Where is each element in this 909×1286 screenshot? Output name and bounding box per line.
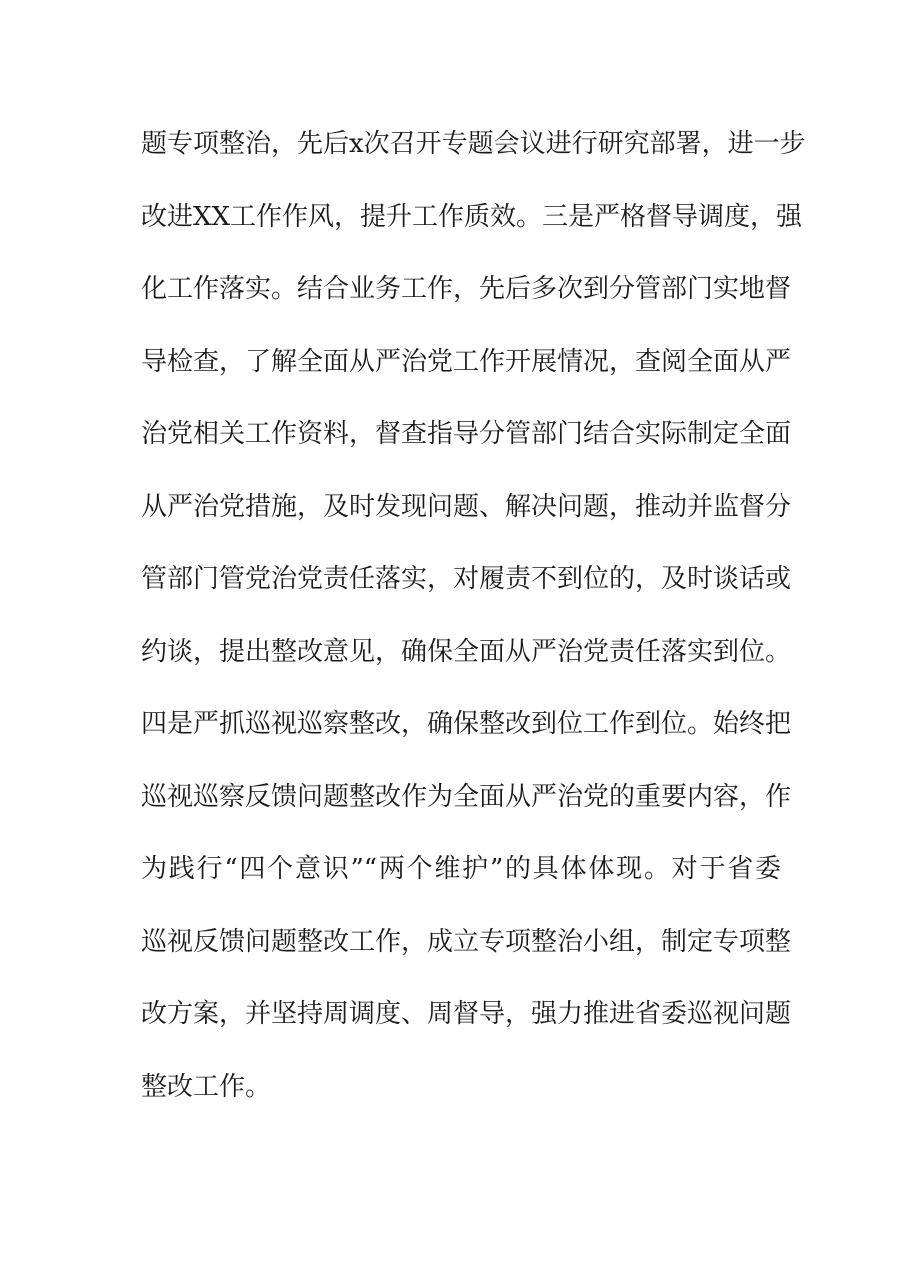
text-line-8: 约谈，提出整改意见，确保全面从严治党责任落实到位。 [141, 636, 792, 667]
body-text [141, 118, 806, 1133]
text-line-10: 巡视巡察反馈问题整改作为全面从严治党的重要内容，作 [141, 781, 792, 812]
text-line-1: 题专项整治，先后x次召开专题会议进行研究部署，进一步 [141, 129, 806, 159]
text-line-2: 改进XX工作作风，提升工作质效。三是严格督导调度，强 [141, 201, 803, 232]
text-line-7: 管部门管党治党责任落实，对履责不到位的，及时谈话或 [141, 564, 792, 594]
text-line-14: 整改工作。 [141, 1071, 272, 1102]
text-line-11: 为践行“四个意识”“两个维护”的具体体现。对于省委 [141, 854, 781, 884]
text-line-4: 导检查，了解全面从严治党工作开展情况，查阅全面从严 [141, 346, 792, 377]
text-line-9: 四是严抓巡视巡察整改，确保整改到位工作到位。始终把 [141, 709, 792, 739]
text-line-6: 从严治党措施，及时发现问题、解决问题，推动并监督分 [141, 491, 792, 522]
text-line-3: 化工作落实。结合业务工作，先后多次到分管部门实地督 [141, 274, 792, 304]
text-line-12: 巡视反馈问题整改工作，成立专项整治小组，制定专项整 [141, 926, 792, 957]
text-line-5: 治党相关工作资料，督查指导分管部门结合实际制定全面 [141, 419, 792, 449]
text-line-13: 改方案，并坚持周调度、周督导，强力推进省委巡视问题 [141, 999, 792, 1029]
